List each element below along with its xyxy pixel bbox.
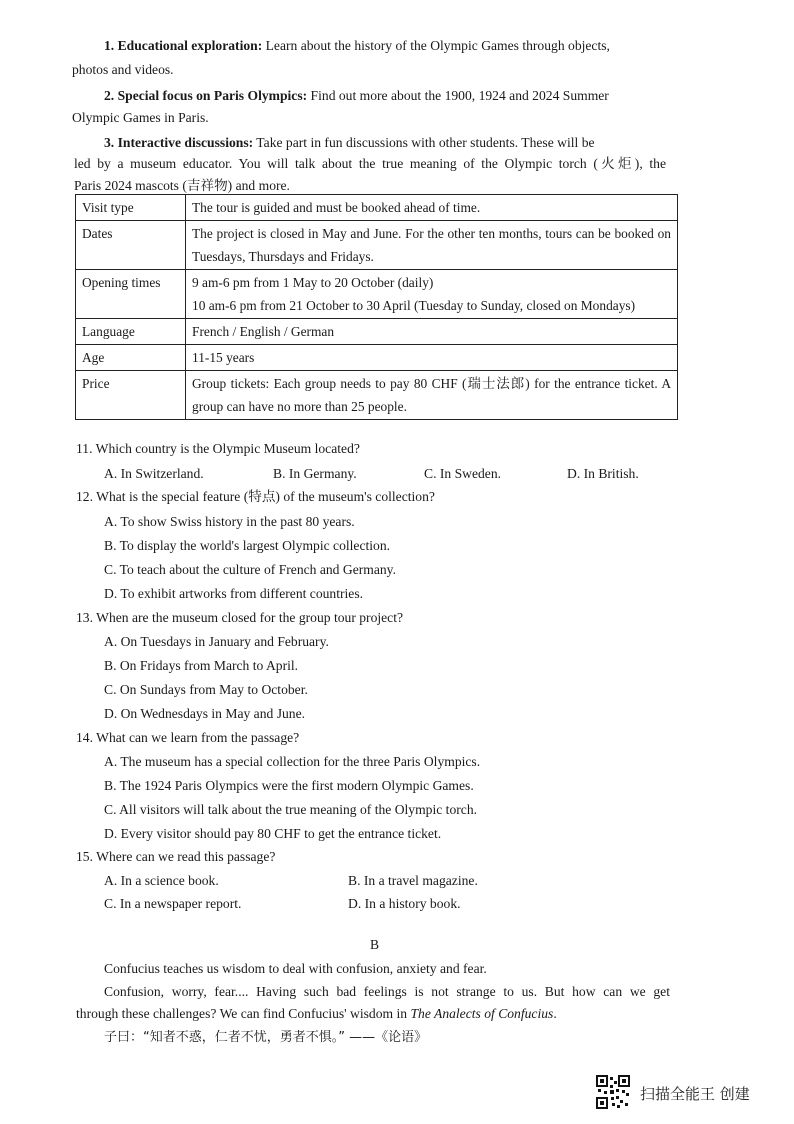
question-13-option-b[interactable]: B. On Fridays from March to April. [104, 658, 299, 673]
question-11-option-a[interactable]: A. In Switzerland. [104, 466, 204, 481]
question-14-option-b[interactable]: B. The 1924 Paris Olympics were the first modern Olympic Games. [104, 778, 474, 793]
table-row [76, 221, 678, 270]
question-11-stem: 11. Which country is the Olympic Museum located? [76, 441, 360, 456]
intro-item-3-cont1: led by a museum educator. You will talk about the true meaning of the Olympic torch (火炬), the [74, 156, 666, 171]
table-value: 11-15 years [186, 345, 678, 371]
section-b-paragraph-2a: Confusion, worry, fear.... Having such bad feelings is not strange to us. But how can we get [104, 984, 670, 999]
table-key: Age [76, 345, 186, 371]
table-value [186, 270, 678, 319]
intro-item-3-label: 3. Interactive discussions: [104, 135, 254, 150]
section-b-p2b-pre: through these challenges? We can find Confucius' wisdom in [76, 1006, 411, 1021]
intro-item-3-text: Take part in fun discussions with other students. These will be [253, 135, 595, 150]
intro-item-3 [104, 135, 595, 151]
section-b-heading: B [370, 937, 380, 952]
intro-item-2-cont: Olympic Games in Paris. [72, 110, 209, 125]
table-key: Dates [76, 221, 186, 270]
question-11-option-d[interactable]: D. In British. [567, 466, 639, 481]
question-13-option-a[interactable]: A. On Tuesdays in January and February. [104, 634, 329, 649]
table-key: Language [76, 319, 186, 345]
question-11-option-b[interactable]: B. In Germany. [273, 466, 357, 481]
intro-item-3-cont2: Paris 2024 mascots (吉祥物) and more. [74, 178, 290, 193]
table-key: Visit type [76, 195, 186, 221]
table-row [76, 319, 678, 345]
question-15-option-a[interactable]: A. In a science book. [104, 873, 219, 888]
intro-item-2 [104, 88, 609, 104]
table-row [76, 195, 678, 221]
confucius-quote: 子曰：“知者不惑，仁者不忧，勇者不惧。” ——《论语》 [104, 1030, 428, 1045]
question-12-stem: 12. What is the special feature (特点) of the museum's collection? [76, 489, 435, 504]
book-title: The Analects of Confucius [410, 1006, 554, 1021]
table-value: French / English / German [186, 319, 678, 345]
question-12-option-a[interactable]: A. To show Swiss history in the past 80 years. [104, 514, 355, 529]
table-row [76, 345, 678, 371]
question-13-stem: 13. When are the museum closed for the group tour project? [76, 610, 404, 625]
intro-item-1 [104, 38, 610, 54]
question-12-option-b[interactable]: B. To display the world's largest Olympic collection. [104, 538, 391, 553]
section-b-paragraph-2b [76, 1006, 557, 1022]
question-15-option-b[interactable]: B. In a travel magazine. [348, 873, 478, 888]
question-13-option-d[interactable]: D. On Wednesdays in May and June. [104, 706, 306, 721]
intro-item-2-label: 2. Special focus on Paris Olympics: [104, 88, 308, 103]
intro-item-1-label: 1. Educational exploration: [104, 38, 263, 53]
intro-item-2-text: Find out more about the 1900, 1924 and 2024 Summer [307, 88, 609, 103]
table-key: Price [76, 371, 186, 420]
question-14-option-c[interactable]: C. All visitors will talk about the true meaning of the Olympic torch. [104, 802, 478, 817]
intro-item-1-cont: photos and videos. [72, 62, 174, 77]
question-12-option-d[interactable]: D. To exhibit artworks from different countries. [104, 586, 364, 601]
table-row [76, 270, 678, 319]
intro-item-1-text: Learn about the history of the Olympic Games through objects, [262, 38, 610, 53]
table-key: Opening times [76, 270, 186, 319]
question-12-option-c[interactable]: C. To teach about the culture of French and Germany. [104, 562, 396, 577]
question-15-option-c[interactable]: C. In a newspaper report. [104, 896, 242, 911]
question-14-option-a[interactable]: A. The museum has a special collection for the three Paris Olympics. [104, 754, 481, 769]
question-11-option-c[interactable]: C. In Sweden. [424, 466, 502, 481]
table-value: Group tickets: Each group needs to pay 80 CHF (瑞士法郎) for the entrance ticket. A group can have no more than 25 people. [186, 371, 678, 420]
question-14-option-d[interactable]: D. Every visitor should pay 80 CHF to get the entrance ticket. [104, 826, 442, 841]
table-row [76, 371, 678, 420]
opening-times-winter: 10 am-6 pm from 21 October to 30 April (Tuesday to Sunday, closed on Mondays) [192, 298, 636, 314]
question-13-option-c[interactable]: C. On Sundays from May to October. [104, 682, 308, 697]
question-14-stem: 14. What can we learn from the passage? [76, 730, 300, 745]
section-b-p2b-post: . [553, 1006, 557, 1021]
table-value: The tour is guided and must be booked ahead of time. [186, 195, 678, 221]
question-15-stem: 15. Where can we read this passage? [76, 849, 276, 864]
table-value: The project is closed in May and June. For the other ten months, tours can be booked on Tuesdays, Thursdays and Fridays. [186, 221, 678, 270]
section-b-paragraph-1: Confucius teaches us wisdom to deal with confusion, anxiety and fear. [104, 961, 487, 976]
opening-times-summer: 9 am-6 pm from 1 May to 20 October (daily) [192, 275, 434, 291]
tour-info-table [75, 194, 678, 420]
question-15-option-d[interactable]: D. In a history book. [348, 896, 461, 911]
qr-code-icon [596, 1075, 630, 1109]
scanner-watermark: 扫描全能王 创建 [640, 1085, 750, 1103]
